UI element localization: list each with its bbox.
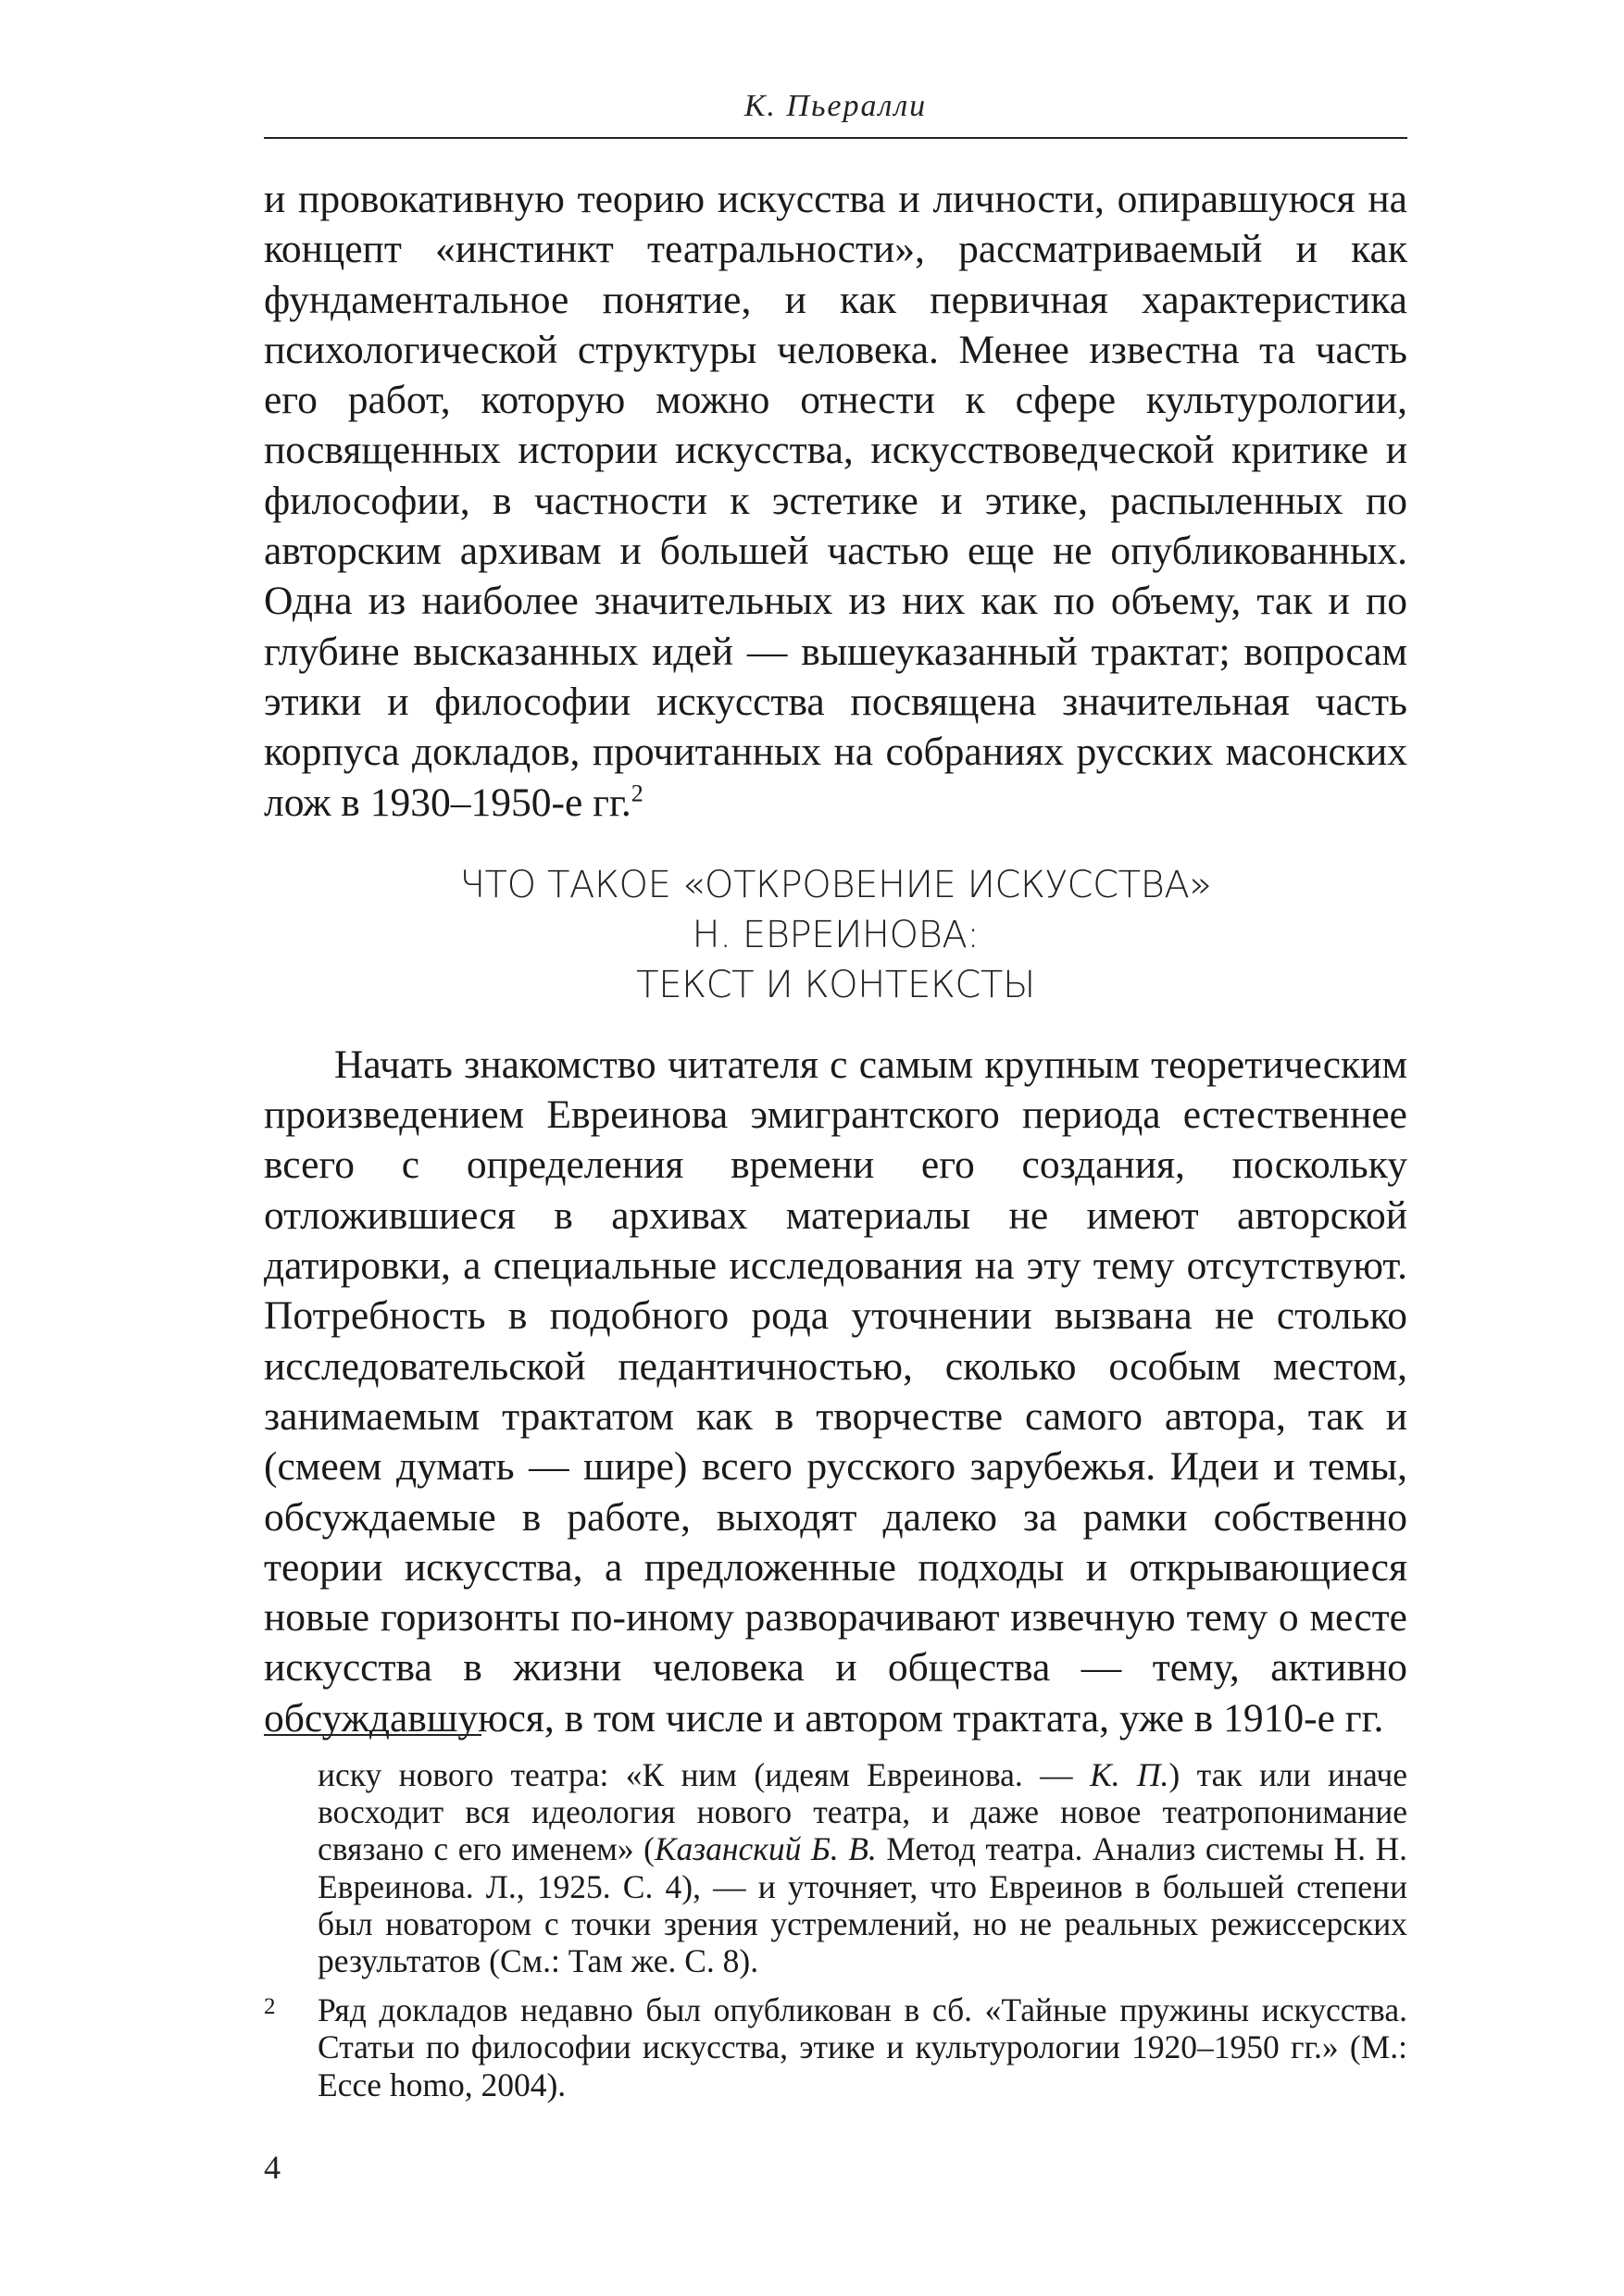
section-heading-line-1: ЧТО ТАКОЕ «ОТКРОВЕНИЕ ИСКУССТВА» [459,863,1212,906]
page-number: 4 [264,2149,281,2186]
section-heading-line-2: Н. ЕВРЕИНОВА: [692,913,980,956]
footnote-rule [264,1734,481,1736]
header-rule [264,137,1407,139]
footnote-ref-2[interactable]: 2 [631,780,643,807]
footnote-continuation [264,1756,1407,1979]
footnote-cont-initials: К. П. [1090,1756,1169,1793]
footnote-cont-text-1: иску нового театра: «К ним (идеям Евреинова. — [318,1756,1091,1793]
footnote-2-number: 2 [264,1994,276,2020]
footnote-cont-author: Казанский Б. В. [654,1830,877,1868]
main-text [264,174,1407,1743]
footnote-cont-text-2: ) так или иначе восходит вся идеология нового театра, и даже новое театропонимание связано с его именем» ( [318,1756,1407,1868]
footnotes [264,1756,1407,2115]
running-head: К. Пьералли [743,89,928,123]
footnote-2 [264,1991,1407,2103]
footnote-2-text: Ряд докладов недавно был опубликован в сб. «Тайные пружины искусства. Статьи по философии искусства, этике и культурологии 1920–1950 гг.» (М.: Ecce homo, 2004). [318,1991,1407,2103]
section-heading-line-3: ТЕКСТ И КОНТЕКСТЫ [636,963,1035,1006]
paragraph-2: Начать знакомство читателя с самым крупным теоретическим произведением Евреинова эмигрантского периода естественнее всего с определения времени его создания, поскольку отложившиеся в архивах материалы не имеют авторской датировки, а специальные исследования на эту тему отсутствуют. Потребность в подобного рода уточнении вызвана не столько исследовательской педантичностью, сколько особым местом, занимаемым трактатом как в творчестве самого автора, так и (смеем думать — шире) всего русского зарубежья. Идеи и темы, обсуждаемые в работе, выходят далеко за рамки собственно теории искусства, а предложенные подходы и открывающиеся новые горизонты по-иному разворачивают извечную тему о месте искусства в жизни человека и общества — тему, активно обсуждавшуюся, в том числе и автором трактата, уже в 1910-е гг. [264,1042,1407,1741]
section-heading [264,860,1407,1010]
paragraph-1-text: и провокативную теорию искусства и личности, опиравшуюся на концепт «инстинкт театральности», рассматриваемый и как фундаментальное понятие, и как первичная характеристика психологической структуры человека. Менее известна та часть его работ, которую можно отнести к сфере культурологии, посвященных истории искусства, искусствоведческой критике и философии, в частности к эстетике и этике, распыленных по авторским архивам и большей частью еще не опубликованных. Одна из наиболее значительных из них как по объему, так и по глубине высказанных идей — вышеуказанный трактат; вопросам этики и философии искусства посвящена значительная часть корпуса докладов, прочитанных на собраниях русских масонских лож в 1930–1950-е гг. [264,177,1407,825]
paragraph-continuation [264,174,1407,828]
footnote-cont-text-3: Метод театра. Анализ системы Н. Н. Евреинова. Л., 1925. С. 4), — и уточняет, что Евреинов в большей степени был новатором с точки зрения устремлений, но не реальных режиссерских результатов (См.: Там же. С. 8). [318,1830,1407,1980]
